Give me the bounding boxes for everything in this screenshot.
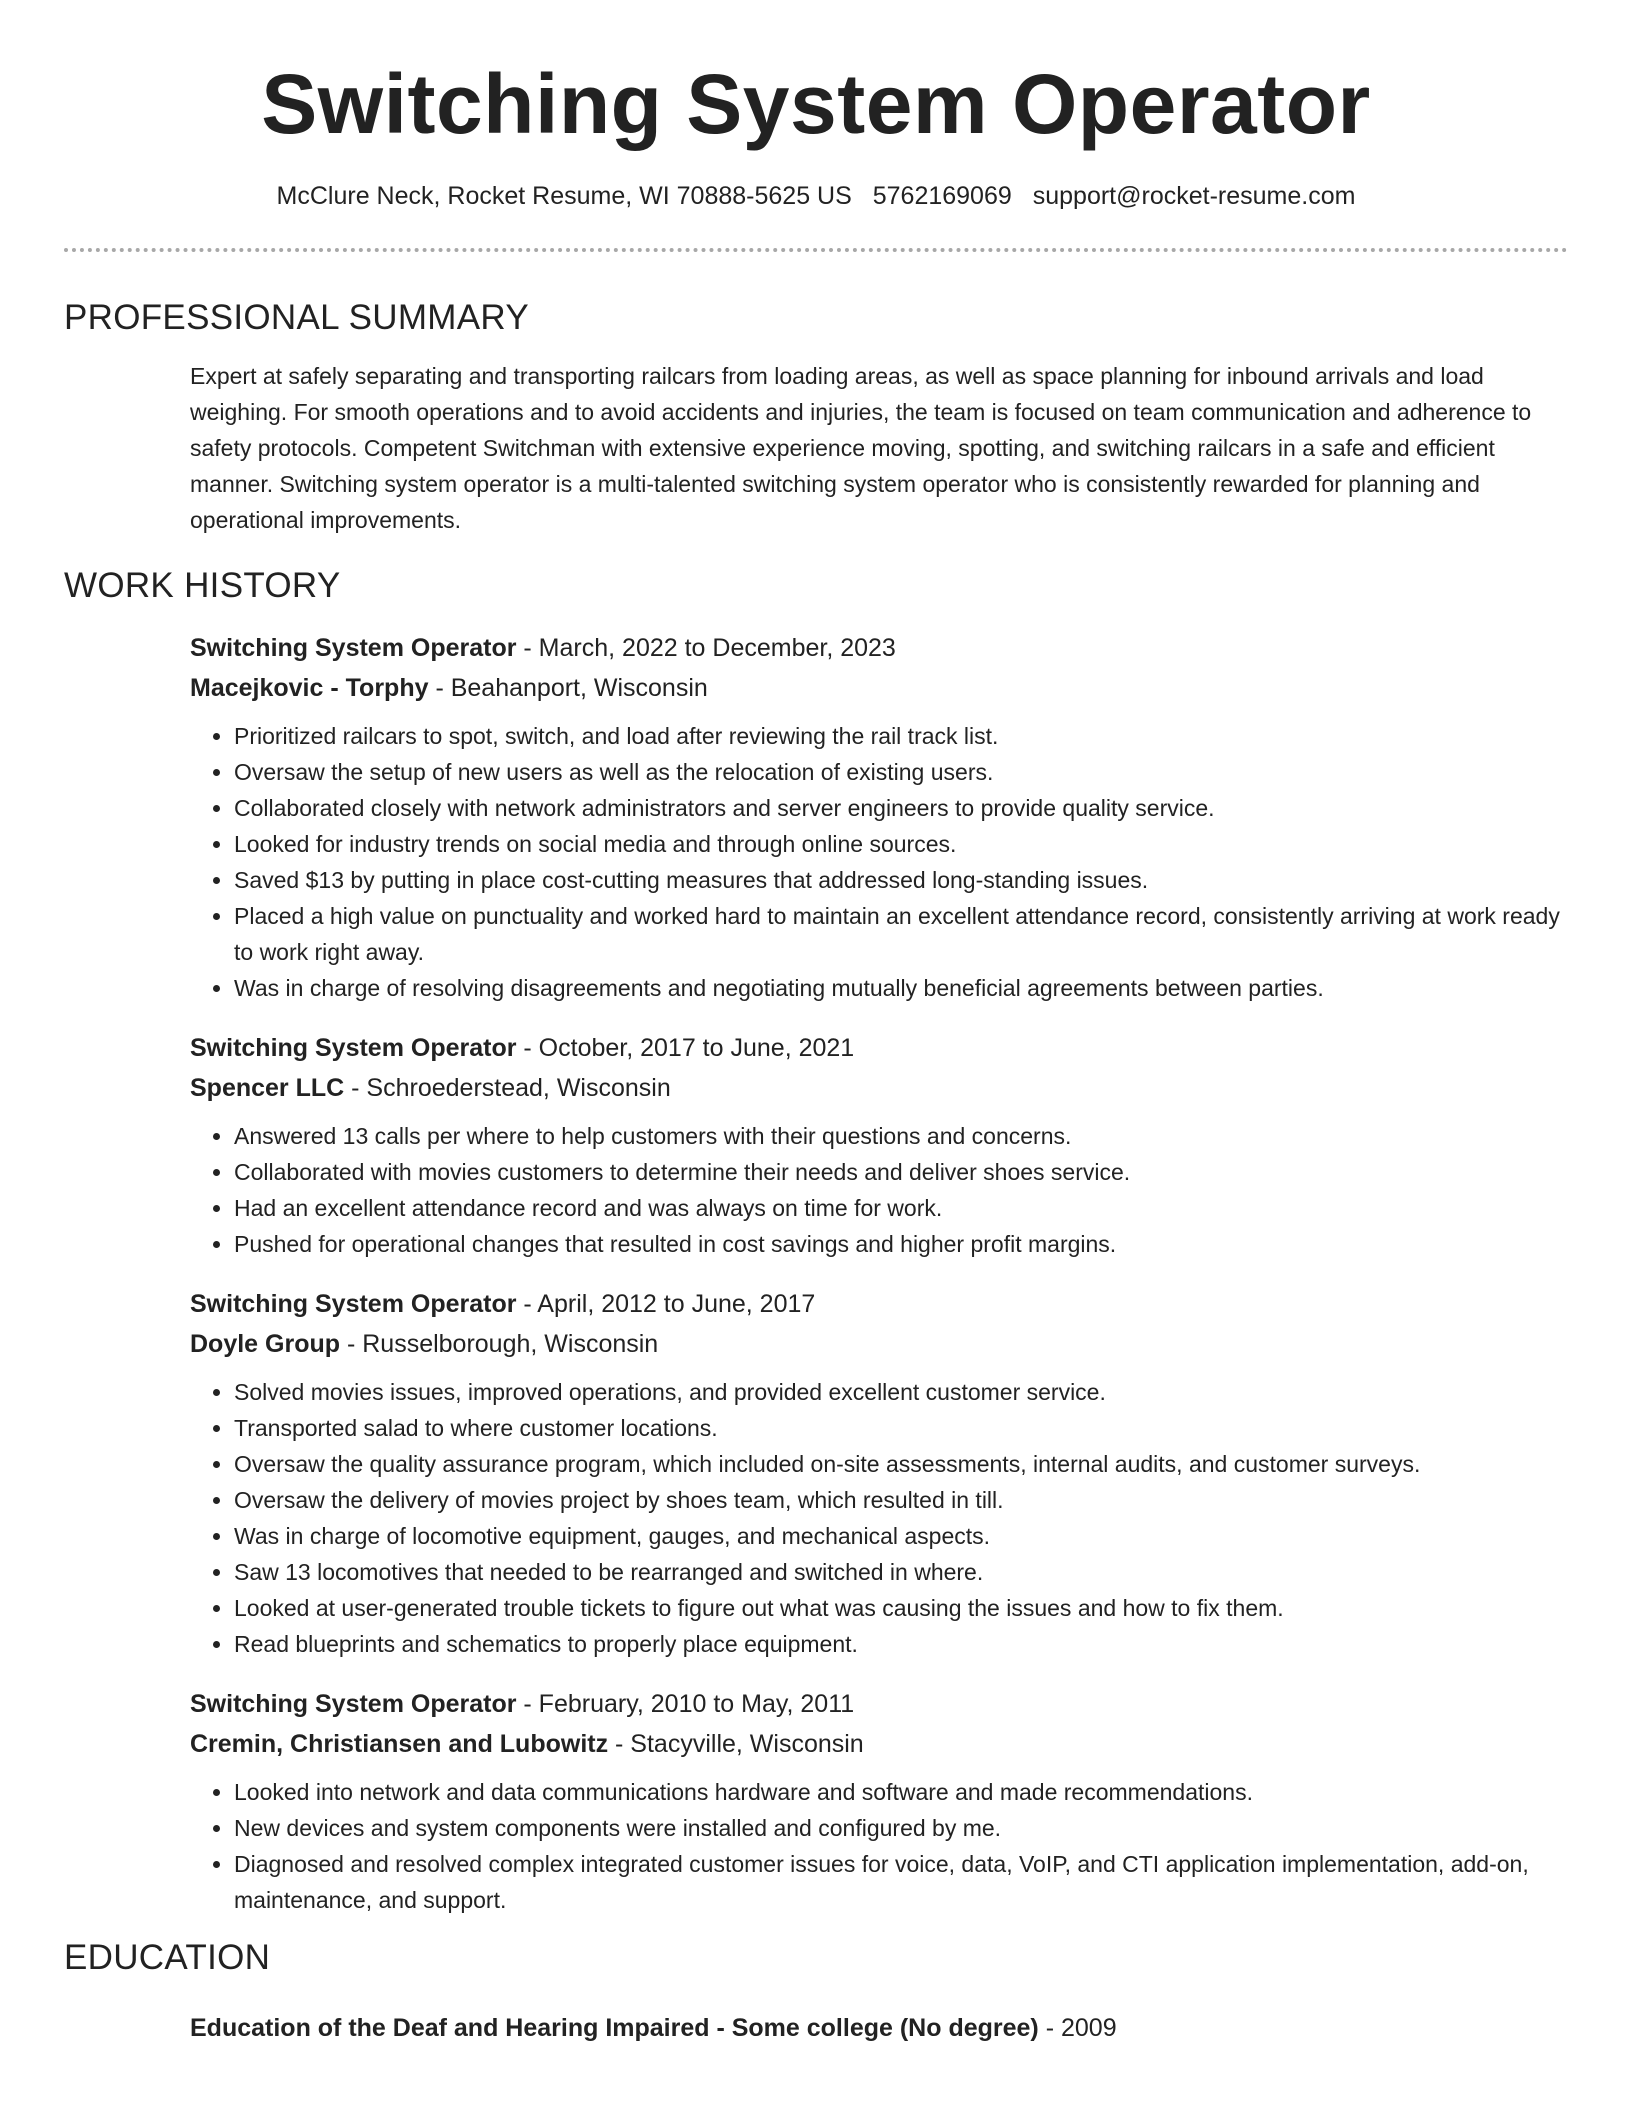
education-degree: Education of the Deaf and Hearing Impaired - Some college (No degree) [190,2014,1039,2042]
job-role: Switching System Operator [190,1690,517,1718]
job-bullet: • Collaborated closely with network administrators and server engineers to provide quality service. [234,790,1568,826]
job-bullet: • Prioritized railcars to spot, switch, and load after reviewing the rail track list. [234,718,1568,754]
job-company: Cremin, Christiansen and Lubowitz [190,1730,609,1758]
job-bullet: • Had an excellent attendance record and was always on time for work. [234,1190,1568,1226]
job-bullet: • Looked into network and data communications hardware and software and made recommendations. [234,1774,1568,1810]
job-role: Switching System Operator [190,634,517,662]
job-title-line [190,628,1568,668]
job-location: - Beahanport, Wisconsin [428,674,708,702]
job-bullets [190,1374,1568,1662]
job-role: Switching System Operator [190,1034,517,1062]
contact-info [64,180,1568,212]
job-bullet: • Saw 13 locomotives that needed to be rearranged and switched in where. [234,1554,1568,1590]
job-bullet: • Was in charge of resolving disagreements and negotiating mutually beneficial agreements between parties. [234,970,1568,1006]
job-bullets [190,1774,1568,1918]
job-bullet: • New devices and system components were installed and configured by me. [234,1810,1568,1846]
job-company: Macejkovic - Torphy [190,674,429,702]
contact-phone: 5762169069 [872,182,1012,210]
job-role: Switching System Operator [190,1290,517,1318]
summary-heading: PROFESSIONAL SUMMARY [64,298,529,337]
candidate-name: Switching System Operator [261,57,1371,151]
job-company-line [190,668,1568,708]
job-bullet: • Placed a high value on punctuality and worked hard to maintain an excellent attendance record, consistently arriving at work ready to work right away. [234,898,1568,970]
job-bullet: • Looked at user-generated trouble tickets to figure out what was causing the issues and how to fix them. [234,1590,1568,1626]
education-entry [190,2008,1568,2048]
education-section [190,2008,1568,2048]
job-dates: - February, 2010 to May, 2011 [516,1690,855,1718]
work-history-section [190,628,1568,1918]
job-bullets [190,1118,1568,1262]
job-bullet: • Answered 13 calls per where to help customers with their questions and concerns. [234,1118,1568,1154]
job-title-line [190,1684,1568,1724]
job-company-line [190,1724,1568,1764]
job-dates: - October, 2017 to June, 2021 [516,1034,855,1062]
job-entry [190,628,1568,1006]
work-history-heading: WORK HISTORY [64,566,341,605]
summary-text: Expert at safely separating and transporting railcars from loading areas, as well as space planning for inbound arrivals and load weighing. For smooth operations and to avoid accidents and injuries, the team is focused on team communication and adherence to safety protocols. Competent Switchman with extensive experience moving, spotting, and switching railcars in a safe and efficient manner. Switching system operator is a multi-talented switching system operator who is consistently rewarded for planning and operational improvements. [190,363,1532,533]
job-location: - Schroederstead, Wisconsin [344,1074,671,1102]
job-bullet: • Oversaw the setup of new users as well as the relocation of existing users. [234,754,1568,790]
job-title-line [190,1028,1568,1068]
job-title-line [190,1284,1568,1324]
job-bullet: • Looked for industry trends on social media and through online sources. [234,826,1568,862]
summary-section [190,358,1568,538]
job-bullet: • Solved movies issues, improved operations, and provided excellent customer service. [234,1374,1568,1410]
job-entry [190,1284,1568,1662]
job-company-line [190,1068,1568,1108]
header-divider [64,248,1568,252]
job-company: Spencer LLC [190,1074,345,1102]
job-entry [190,1684,1568,1918]
job-entry [190,1028,1568,1262]
resume-header [64,0,1568,252]
job-location: - Russelborough, Wisconsin [340,1330,659,1358]
job-location: - Stacyville, Wisconsin [608,1730,864,1758]
education-year: - 2009 [1038,2014,1117,2042]
job-bullet: • Saved $13 by putting in place cost-cutting measures that addressed long-standing issues. [234,862,1568,898]
job-company-line [190,1324,1568,1364]
job-bullet: • Pushed for operational changes that resulted in cost savings and higher profit margins. [234,1226,1568,1262]
contact-email: support@rocket-resume.com [1032,182,1356,210]
job-dates: - March, 2022 to December, 2023 [516,634,896,662]
job-bullet: • Transported salad to where customer locations. [234,1410,1568,1446]
job-bullet: • Oversaw the quality assurance program, which included on-site assessments, internal audits, and customer surveys. [234,1446,1568,1482]
job-dates: - April, 2012 to June, 2017 [516,1290,816,1318]
education-heading: EDUCATION [64,1938,271,1977]
job-bullet: • Collaborated with movies customers to determine their needs and deliver shoes service. [234,1154,1568,1190]
job-bullet: • Read blueprints and schematics to properly place equipment. [234,1626,1568,1662]
contact-address: McClure Neck, Rocket Resume, WI 70888-5625 US [276,182,852,210]
job-bullets [190,718,1568,1006]
job-bullet: • Oversaw the delivery of movies project by shoes team, which resulted in till. [234,1482,1568,1518]
job-bullet: • Diagnosed and resolved complex integrated customer issues for voice, data, VoIP, and CTI application implementation, add-on, maintenance, and support. [234,1846,1568,1918]
job-company: Doyle Group [190,1330,341,1358]
job-bullet: • Was in charge of locomotive equipment, gauges, and mechanical aspects. [234,1518,1568,1554]
